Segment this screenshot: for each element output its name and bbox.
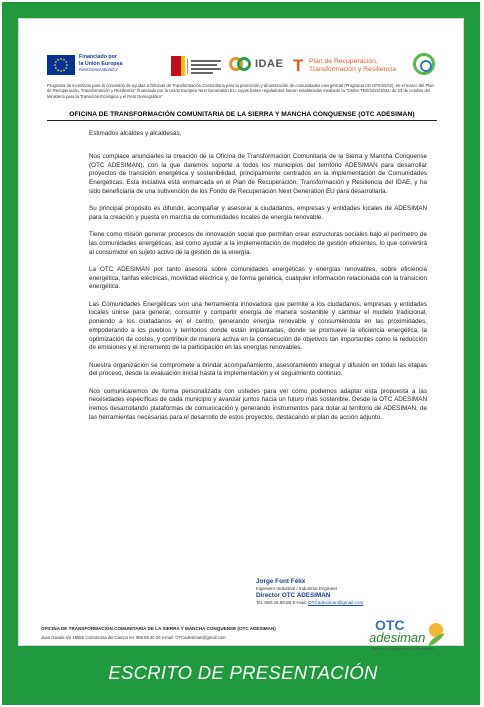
green-frame bbox=[2, 2, 480, 705]
logos-row bbox=[47, 53, 437, 79]
signer-title: Director OTC ADESIMAN bbox=[256, 592, 331, 599]
email-link[interactable]: OTCadesiman@gmail.com bbox=[308, 600, 364, 605]
ministry-text-lines bbox=[187, 58, 224, 74]
otc-logo-text: OTC bbox=[375, 617, 405, 633]
eu-flag-icon bbox=[47, 55, 75, 75]
signer-role: Ingeniero Industrial / Industrial Engineer bbox=[256, 586, 338, 591]
otc-adesiman-logo bbox=[363, 617, 453, 657]
paragraph: Su principal propósito es difundir, acompañar y asesorar a ciudadanos, empresas y entidades locales de ADESIMAN para la creación y puesta en marcha de comunidades locales de energía renovable. bbox=[89, 205, 427, 221]
plan-text-line-2: Transformación y Resiliencia bbox=[309, 66, 397, 73]
letter-page bbox=[18, 18, 464, 651]
gov-flag-red bbox=[171, 56, 181, 76]
signer-name: Jorge Font Félix bbox=[256, 578, 306, 585]
gov-flag-yellow bbox=[181, 56, 185, 76]
tr-mark-icon: T bbox=[293, 56, 304, 75]
adesiman-logo-text: adesiman bbox=[369, 630, 426, 645]
paragraph: Nuestra organización se compromete a brindar acompañamiento, asesoramiento integral y difusión en todas las etapas del proceso, desde la evaluación inicial hasta la implementación y el seguimiento continuo. bbox=[89, 361, 427, 378]
recovery-plan-logo bbox=[293, 56, 413, 76]
letter-body bbox=[89, 130, 427, 431]
idae-text: IDAE bbox=[255, 58, 284, 70]
signer-contact bbox=[256, 600, 446, 606]
idae-ring-green bbox=[237, 57, 251, 71]
paragraph: La OTC ADESIMAN por tanto asesora sobre comunidades energéticas y energías renovables, sobre eficiencia energética, tarifas eléctricas, movilidad eléctrica y, de forma genérica, cualquier información relacionada con la transición energética. bbox=[89, 265, 427, 291]
recovery-plan-text bbox=[309, 58, 396, 74]
paragraph: Nos comunicaremos de forma personalizada con ustedes para ver cómo podemos adaptar esta propuesta a las necesidades específicas de cada municipio y avanzar juntos hacia un futuro más sostenible. Desde la OTC ADESIMAN iremos desarrollando plataformas de comunicación y generando instrumentos para dotar al territorio de ADESIMAN, de las herramientas necesarias para el desarrollo de estos proyectos, destacando el plan de acción adjunto. bbox=[89, 387, 427, 421]
paragraph: Nos complace anunciarles la creación de la Oficina de Transformación Comunitaria de la Sierra y Mancha Conquense (OTC ADESIMAN), con la que daremos soporte a todos los municipios del territorio ADESIMAN para desarrollar proyectos de transición energética y sostenibilidad, principalmente centrados en la implementación de Comunidades Energéticas. Esta iniciativa está enmarcada en el Plan de Recuperación, Transformación y Resiliencia del IDAE, y ha sido beneficiaria de una subvención de los Fondo de Recuperación Next Generation EU para desarrollarla. bbox=[89, 152, 427, 195]
office-title: OFICINA DE TRANSFORMACIÓN COMUNITARIA DE LA SIERRA Y MANCHA CONQUENSE (OTC ADESIMAN) bbox=[69, 111, 415, 118]
signature-block bbox=[256, 578, 446, 606]
paragraph: Tiene como misión generar procesos de innovación social que permitan crear estructuras sociales bajo el perímetro de las comunidades energéticas, así como ayudar a la implementación de modelos de gestión eficientes, lo que convertirá al consumidor en sujeto activo de la gestión de la energía. bbox=[89, 231, 427, 256]
signer-phone: Tel. 650.26.59.86 E-mail: bbox=[256, 600, 309, 605]
plan-text-line-1: Plan de Recuperación, bbox=[309, 58, 378, 65]
community-energy-icon bbox=[413, 53, 435, 75]
title-divider bbox=[47, 120, 437, 121]
government-logo bbox=[171, 56, 223, 76]
paragraph: Las Comunidades Energéticas son una herramienta innovadora que permite a los ciudadanos, empresas y entidades locales unirse para generar, consumir y compartir energía de manera sostenible y cambiar el modelo tradicional, poniendo a los ciudadanos en el centro, generando energía renovable y consumiéndola en las proximidades, empoderando a los pueblos y territorios donde están implantadas, donde se promueve la eficiencia energética, la optimización de costes, y contribuir de manera activa en la consecución de objetivos tan importantes como la reducción de emisiones y el incremento de la participación en las energías renovables. bbox=[89, 300, 427, 352]
banner-title: ESCRITO DE PRESENTACIÓN bbox=[108, 662, 378, 683]
footer-office-name: OFICINA DE TRANSFORMACIÓN COMUNITARIA DE LA SIERRA Y MANCHA CONQUENSE (OTC ADESIMAN) bbox=[41, 626, 276, 631]
eu-text-line-3: NextGenerationEU bbox=[79, 67, 118, 72]
idae-logo bbox=[229, 57, 287, 75]
greeting: Estimados alcaldes y alcaldesas, bbox=[89, 130, 182, 137]
eu-text-line-2: la Unión Europea bbox=[79, 60, 123, 67]
program-intro: Programa de incentivos para la concesión de ayudas a Oficinas de Transformación Comunitaria para la promoción y dinamización de comunidades energéticas (Programa CE OFICINAS), en el marco del Plan de Recuperación, Transformación y Resiliencia" financiado por la Unión Europea Next Generation EU, cuyas bases reguladoras fueron establecidas mediante la "Orden TED/1021/2022, de 23 de octubre del Ministerio para la Transición Ecológica y el Reto Demográfico" bbox=[47, 83, 434, 99]
eu-text-line-1: Financiado por bbox=[79, 54, 117, 60]
otc-logo-subtitle: Oficina de Transformación Comunitaria bbox=[371, 647, 434, 651]
eu-funding-text bbox=[79, 54, 123, 74]
footer-address: Juan Gavala s/n 16555 Carrascosa del Campo tel. 969.69.40.20 e-mail: OTCadesiman@gmail.com bbox=[41, 635, 226, 640]
leaf-sun-icon bbox=[425, 621, 447, 649]
